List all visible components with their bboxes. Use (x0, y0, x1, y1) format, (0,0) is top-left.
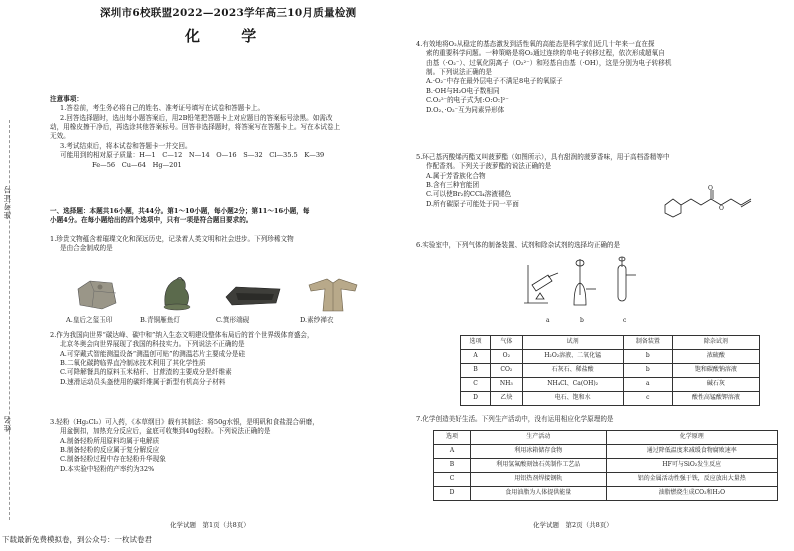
table-cell: HF可与SiO₂发生反应 (606, 459, 777, 473)
table-cell: b (623, 350, 672, 364)
page-footer: 化学试题 第2页（共8页） (533, 521, 613, 529)
section-line: 小题4分。在每小题给出的四个选项中，只有一项是符合题目要求的。 (50, 216, 253, 225)
question-stem: 由基（·O₂⁻）、过氧化阴离子（O₂²⁻）和羟基自由基（·OH），这是分别为电子转移机 (426, 58, 672, 67)
table-header: 除杂试剂 (672, 336, 759, 350)
atomic-mass-line: 可能用到的相对原子质量：H—1 C—12 N—14 O—16 S—32 Cl—35.5 K—39 (60, 151, 325, 160)
table-row[interactable] (461, 364, 760, 378)
option-a[interactable]: A.皇后之玺玉印 (66, 316, 113, 324)
table-cell: B (434, 459, 471, 473)
table-header: 生产活动 (471, 431, 607, 445)
question-4 (416, 40, 786, 115)
option-a[interactable]: A.可穿戴式智能测温设备“测温创可贴”的测温芯片主要成分是硅 (60, 349, 246, 358)
table-cell: NH₃ (491, 378, 522, 392)
apparatus-label-c: c (623, 317, 627, 324)
table-cell: CO₂ (491, 364, 522, 378)
table-cell: O₂ (491, 350, 522, 364)
question-stem: 5.环己基丙酸烯丙酯又叫菠萝酯（如图所示），具有甜润的菠萝香味，用于高档香精等中 (416, 153, 670, 161)
option-a[interactable]: A.制备轻粉所用原料均属于电解质 (60, 436, 160, 445)
table-cell: 用铝热剂焊接钢轨 (471, 473, 607, 487)
option-a[interactable]: A.属于芳香族化合物 (426, 171, 486, 180)
table-cell: 通过降低温度来减缓食物腐败速率 (606, 445, 777, 459)
side-label-ticket: 准考证号 (3, 185, 12, 219)
table-header: 化学原理 (606, 431, 777, 445)
table-cell: 乙炔 (491, 392, 522, 406)
table-cell: D (461, 392, 491, 406)
question-stem: 7.化学创造美好生活。下列生产活动中，没有运用相应化学原理的是 (416, 415, 614, 423)
table-row[interactable] (461, 350, 760, 364)
option-c[interactable]: C.可降解餐具的原料玉米秸秆、甘蔗渣的主要成分是纤维素 (60, 368, 232, 377)
question-2 (50, 331, 385, 387)
option-b[interactable]: B.青铜雁鱼灯 (140, 316, 180, 324)
notice-line: 2.回答选择题时，选出每小题答案后，用2B铅笔把答题卡上对应题目的答案标号涂黑。如需改 (60, 113, 333, 122)
table-cell: 利用冰箱储存食物 (471, 445, 607, 459)
atomic-mass-line: Fe—56 Cu—64 Hg—201 (92, 160, 182, 169)
section-header (50, 207, 385, 226)
table-row[interactable] (434, 487, 778, 501)
notice-line: 1.答卷前，考生务必将自己的姓名、准考证号填写在试卷和答题卡上。 (60, 104, 265, 113)
question-stem: 制。下列说法正确的是 (426, 68, 492, 77)
question-stem: 3.轻粉（Hg₂Cl₂）可入药，《本草纲目》载有其制法：将50g水银，是明矾和食盐混合研磨， (50, 418, 319, 426)
jade-seal-image (72, 275, 122, 313)
option-c[interactable]: C.可以使Br₂的CCl₄溶液褪色 (426, 190, 512, 199)
question-stem: 索的重要科学问题。一种策略是将O₂通过连续的单电子转移过程，依次形成超氧自 (426, 49, 665, 58)
notice-line: 无效。 (50, 132, 70, 141)
artifact-images (72, 275, 362, 315)
table-cell: 浓硫酸 (672, 350, 759, 364)
table-cell: A (434, 445, 471, 459)
question-stem: 是由合金制成的是 (60, 244, 113, 253)
option-c[interactable]: C.制备轻粉过程中存在轻粉升华现象 (60, 455, 166, 464)
pineapple-ester-structure (653, 185, 773, 225)
table-cell: C (461, 378, 491, 392)
question-stem: 4.有效地将O₂从稳定的基态激发到活性氧的高能态是科学家们近几十年来一直在探 (416, 40, 655, 48)
question-3 (50, 418, 385, 474)
question-stem: 2.作为我国向世界“碳达峰、碳中和”纳入生态文明建设整体布局后的首个世界级体育盛会， (50, 331, 314, 339)
option-b[interactable]: B.含有三种官能团 (426, 181, 480, 190)
notice-heading: 注意事项： (50, 95, 83, 103)
table-cell: 石灰石、稀盐酸 (522, 364, 623, 378)
chemistry-principle-table (433, 430, 778, 501)
question-1 (50, 235, 385, 254)
option-c[interactable]: C.O₂²⁻的电子式为[:O:O:]²⁻ (426, 96, 509, 105)
gas-preparation-table (460, 335, 760, 406)
exam-page-2 (398, 0, 794, 551)
question-stem: 1.珍贵文物蕴含着璀璨文化和深远历史，记录着人类文明和社会进步。下列珍稀文物 (50, 235, 294, 243)
table-cell: 电石、饱和水 (522, 392, 623, 406)
table-cell: A (461, 350, 491, 364)
silk-robe-image (307, 275, 359, 313)
binding-line (9, 120, 10, 520)
promo-footnote: 下载最新免费模拟卷，到公众号：一枚试卷君 (2, 535, 152, 544)
question-stem: 用盆倒扣，加热充分反应后，盆底可收集到40g轻粉。下列说法正确的是 (60, 427, 271, 436)
table-header: 选项 (434, 431, 471, 445)
section-line: 一、选择题：本题共16小题，共44分。第1～10小题，每小题2分；第11～16小题，每 (50, 207, 310, 215)
table-header-row (434, 431, 778, 445)
option-b[interactable]: B.·OH与H₂O电子数相同 (426, 86, 500, 95)
table-cell: C (434, 473, 471, 487)
notice-line: 3.考试结束后，将本试卷和答题卡一并交回。 (60, 141, 192, 150)
apparatus-label-b: b (580, 317, 584, 324)
table-header: 选项 (461, 336, 491, 350)
page-footer: 化学试题 第1页（共8页） (170, 521, 250, 529)
table-cell: b (623, 364, 672, 378)
table-row[interactable] (461, 392, 760, 406)
table-cell: 利用氢氟酸刻蚀石英制作工艺品 (471, 459, 607, 473)
exam-title: 深圳市6校联盟2022—2023学年高三10月质量检测 (100, 7, 357, 19)
notice-section (50, 95, 385, 170)
exam-page-1 (0, 0, 396, 551)
table-cell: c (623, 392, 672, 406)
table-row[interactable] (434, 473, 778, 487)
question-stem: 作配香剂。下列关于菠萝酯的说法正确的是 (426, 162, 552, 171)
table-cell: NH₄Cl、Ca(OH)₂ (522, 378, 623, 392)
table-row[interactable] (434, 459, 778, 473)
option-d[interactable]: D.速滑运动员头盔使用的碳纤维属于新型有机高分子材料 (60, 377, 226, 386)
table-row[interactable] (434, 445, 778, 459)
table-cell: 碱石灰 (672, 378, 759, 392)
table-cell: 食用油脂为人体提供能量 (471, 487, 607, 501)
table-cell: 铝的金属活动性强于铁，反应放出大量热 (606, 473, 777, 487)
option-d[interactable]: D.O₂、·O₂⁻互为同素异形体 (426, 105, 505, 114)
option-d[interactable]: D.本实验中轻粉的产率约为32% (60, 464, 155, 473)
option-b[interactable]: B.制备轻粉的反应属于复分解反应 (60, 446, 160, 455)
option-d[interactable]: D.所有碳原子可能处于同一平面 (426, 199, 519, 208)
table-header: 制备装置 (623, 336, 672, 350)
apparatus-diagram (518, 255, 648, 317)
subject-title: 化 学 (185, 27, 275, 45)
question-stem: 6.实验室中，下列气体的制备装置、试剂和除杂试剂的选择均正确的是 (416, 241, 621, 249)
table-header-row (461, 336, 760, 350)
question-7 (416, 415, 786, 424)
svg-text:O: O (708, 185, 713, 192)
table-row[interactable] (461, 378, 760, 392)
side-label-name: 姓名 (3, 415, 12, 432)
table-cell: B (461, 364, 491, 378)
table-cell: a (623, 378, 672, 392)
table-cell: 油脂燃烧生成CO₂和H₂O (606, 487, 777, 501)
question-6 (416, 241, 786, 250)
option-d[interactable]: D.素纱禅衣 (300, 316, 334, 324)
option-b[interactable]: B.二氧化碳跨临界直冷制冰技术利用了其化学性质 (60, 359, 206, 368)
apparatus-label-a: a (546, 317, 550, 324)
table-cell: H₂O₂溶液、二氧化锰 (522, 350, 623, 364)
table-header: 试剂 (522, 336, 623, 350)
inkstone-image (222, 275, 284, 313)
option-a[interactable]: A.·O₂⁻中存在最外层电子不满足8电子的氧原子 (426, 77, 563, 86)
notice-line: 动，用橡皮擦干净后，再选涂其他答案标号。回答非选择题时，将答案写在答题卡上。写在本试卷上 (50, 123, 341, 132)
table-cell: 饱和碳酸钠溶液 (672, 364, 759, 378)
bronze-lamp-image (157, 275, 197, 313)
svg-text:O: O (719, 205, 724, 212)
table-cell: 酸性高锰酸钾溶液 (672, 392, 759, 406)
option-c[interactable]: C.箕形端砚 (216, 316, 250, 324)
table-cell: D (434, 487, 471, 501)
question-stem: 北京冬奥会向世界展现了我国的科技实力。下列说法不正确的是 (60, 340, 245, 349)
table-header: 气体 (491, 336, 522, 350)
